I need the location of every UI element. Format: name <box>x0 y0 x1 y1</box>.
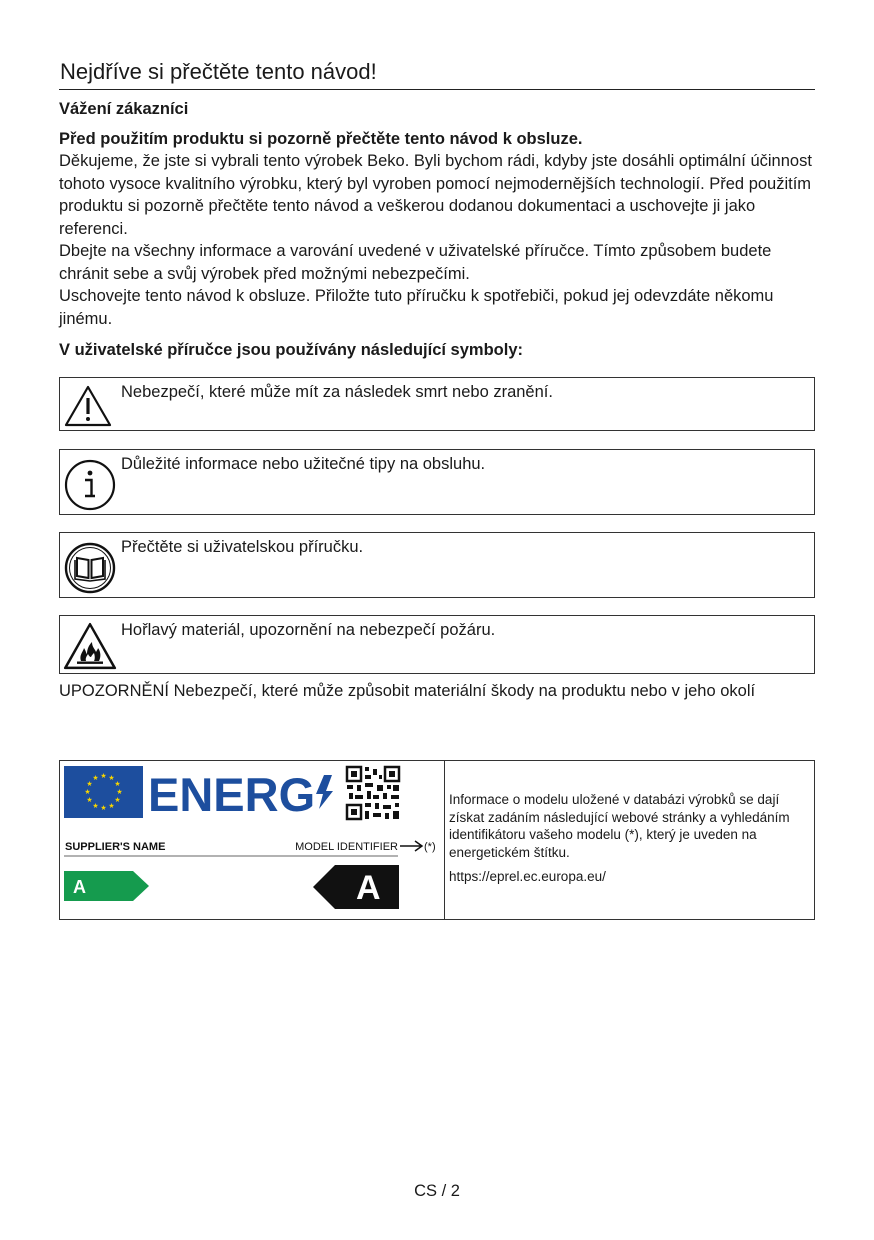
energy-scale-class: A <box>73 877 86 897</box>
svg-text:★: ★ <box>114 796 121 804</box>
paragraph-3: Uschovejte tento návod k obsluze. Přiložte tuto příručku k spotřebiči, pokud jej odevzdáte někomu jinému. <box>59 287 774 328</box>
svg-text:★: ★ <box>100 804 107 812</box>
svg-text:★: ★ <box>86 796 93 804</box>
svg-text:★: ★ <box>100 772 107 780</box>
svg-text:★: ★ <box>92 774 99 782</box>
model-identifier: MODEL IDENTIFIER <box>295 841 398 853</box>
svg-text:★: ★ <box>92 802 99 810</box>
page-content <box>59 58 815 907</box>
page-number: CS / 2 <box>414 1182 460 1200</box>
info-icon <box>63 458 117 517</box>
lightning-icon <box>316 775 333 809</box>
greeting: Vážení zákazníci <box>59 100 189 118</box>
symbol-text-danger: Nebezpečí, které může mít za následek smrt nebo zranění. <box>121 383 553 401</box>
symbol-box-danger <box>59 377 815 431</box>
svg-text:★: ★ <box>116 788 123 796</box>
energy-label <box>60 761 445 919</box>
svg-text:★: ★ <box>108 802 115 810</box>
manual-book-icon <box>63 541 117 600</box>
energy-info-description: Informace o modelu uložené v databázi výrobků se dají získat zadáním následující webové stránky a vyhledáním identifikátoru vašeho modelu (*), který je uveden na energetickém štítku. <box>449 792 790 860</box>
caution-note: UPOZORNĚNÍ Nebezpečí, které může způsobit materiální škody na produktu nebo v jeho okolí <box>59 682 756 700</box>
eu-flag-icon <box>64 766 143 818</box>
model-marker: (*) <box>424 841 436 853</box>
energy-info-text <box>449 791 809 886</box>
energy-product-class: A <box>356 869 381 907</box>
symbol-box-info <box>59 449 815 515</box>
page-title: Nejdříve si přečtěte tento návod! <box>59 58 815 90</box>
paragraph-2: Dbejte na všechny informace a varování uvedené v uživatelské příručce. Tímto způsobem budete chránit sebe a svůj výrobek před možnými nebezpečími. <box>59 242 772 283</box>
arrow-right-icon <box>400 841 422 851</box>
symbol-text-flammable: Hořlavý materiál, upozornění na nebezpečí požáru. <box>121 621 496 639</box>
paragraph-1: Děkujeme, že jste si vybrali tento výrobek Beko. Byli bychom rádi, kdyby jste dosáhli optimální účinnost tohoto vysoce kvalitního výrobku, který byl vyroben pomocí nejmodernějších technologií. Před použitím produktu si pozorně přečtěte tento návod a veškerou dodanou dokumentaci a uschovejte ji jako referenci. <box>59 152 812 238</box>
intro-bold: Před použitím produktu si pozorně přečtěte tento návod k obsluze. <box>59 130 583 148</box>
symbol-box-flammable <box>59 615 815 674</box>
eprel-url: https://eprel.ec.europa.eu/ <box>449 869 606 884</box>
warning-triangle-icon <box>63 384 113 433</box>
qr-code-icon <box>346 766 400 820</box>
svg-text:★: ★ <box>84 788 91 796</box>
symbols-heading: V uživatelské příručce jsou používány následující symboly: <box>59 341 523 359</box>
symbol-text-info: Důležité informace nebo užitečné tipy na obsluhu. <box>121 455 486 473</box>
supplier-name: SUPPLIER'S NAME <box>65 841 166 853</box>
symbol-box-manual <box>59 532 815 598</box>
flammable-icon <box>63 622 117 675</box>
svg-text:★: ★ <box>86 780 93 788</box>
energy-info-table <box>59 760 815 920</box>
energy-logo-text: ENERG <box>148 768 316 821</box>
svg-text:★: ★ <box>108 774 115 782</box>
svg-text:★: ★ <box>114 780 121 788</box>
symbol-text-manual: Přečtěte si uživatelskou příručku. <box>121 538 364 556</box>
